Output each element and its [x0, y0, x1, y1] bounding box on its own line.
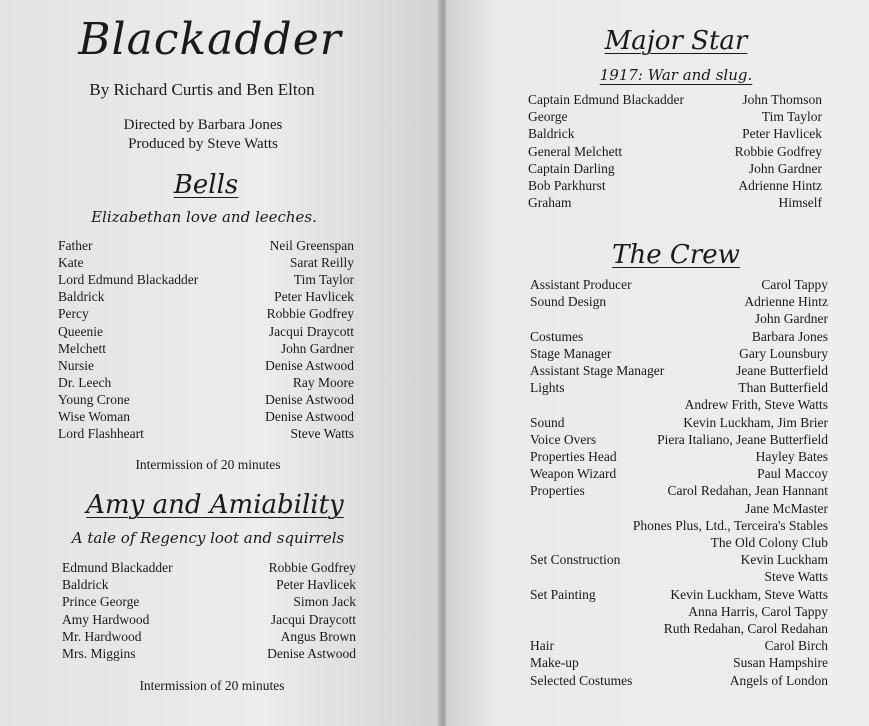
- producer-line: Produced by Steve Watts: [128, 136, 278, 152]
- bells-subtitle: Elizabethan love and leeches.: [91, 208, 317, 226]
- cast-row: [528, 144, 822, 161]
- performer-name: Gary Lounsbury: [739, 345, 828, 361]
- role-name: Nursie: [58, 357, 94, 373]
- cast-row: [530, 501, 828, 518]
- cast-row: [530, 415, 828, 432]
- performer-name: Adrienne Hintz: [744, 294, 828, 310]
- cast-row: [58, 324, 354, 341]
- performer-name: Angus Brown: [280, 628, 356, 644]
- cast-row: [58, 375, 354, 392]
- role-name: Wise Woman: [58, 409, 130, 424]
- cast-row: [530, 638, 828, 655]
- cast-row: [58, 358, 354, 375]
- performer-name: Kevin Luckham: [740, 552, 828, 568]
- cast-row: [530, 518, 828, 535]
- cast-row: [530, 311, 828, 328]
- performer-name: Paul Maccoy: [757, 466, 828, 482]
- performer-name: John Gardner: [748, 160, 822, 176]
- bells-title: Bells: [173, 170, 239, 200]
- role-name: Graham: [528, 195, 572, 211]
- cast-row: [530, 655, 828, 672]
- role-name: Young Crone: [58, 391, 130, 407]
- role-name: Sound: [530, 414, 565, 430]
- cast-row: [530, 535, 828, 552]
- cast-row: [528, 126, 822, 143]
- performer-name: Jacqui Draycott: [268, 323, 354, 339]
- role-name: Baldrick: [62, 577, 109, 593]
- role-name: Properties: [530, 483, 585, 499]
- cast-row: [62, 594, 356, 611]
- role-name: Stage Manager: [530, 345, 612, 361]
- role-name: Percy: [58, 306, 89, 322]
- performer-name: Susan Hampshire: [733, 655, 828, 671]
- performer-name: Simon Jack: [293, 594, 356, 610]
- role-name: Make-up: [530, 655, 579, 671]
- role-name: Kate: [58, 255, 84, 271]
- role-name: Set Painting: [530, 586, 596, 602]
- cast-row: [528, 195, 822, 212]
- performer-name: Jeane Butterfield: [736, 363, 828, 378]
- performer-name: Ruth Redahan, Carol Redahan: [663, 621, 828, 636]
- role-name: Melchett: [58, 340, 106, 356]
- role-name: Edmund Blackadder: [62, 560, 173, 575]
- role-name: Captain Darling: [528, 160, 615, 176]
- performer-name: Neil Greenspan: [269, 238, 354, 253]
- role-name: Baldrick: [528, 126, 575, 142]
- performer-name: John Gardner: [754, 311, 828, 327]
- performer-name: Peter Havlicek: [274, 289, 354, 305]
- cast-row: [58, 238, 354, 255]
- amy-intermission: Intermission of 20 minutes: [139, 678, 285, 693]
- role-name: George: [528, 109, 568, 125]
- performer-name: Jane McMaster: [745, 500, 828, 516]
- performer-name: Peter Havlicek: [742, 126, 822, 142]
- role-name: Queenie: [58, 323, 103, 339]
- performer-name: Adrienne Hintz: [738, 178, 822, 193]
- cast-row: [58, 289, 354, 306]
- cast-row: [530, 673, 828, 690]
- role-name: Costumes: [530, 328, 584, 344]
- cast-row: [58, 272, 354, 289]
- role-name: Selected Costumes: [530, 672, 633, 688]
- role-name: Properties Head: [530, 449, 617, 464]
- cast-row: [62, 612, 356, 629]
- right-page: [446, 0, 869, 726]
- performer-name: Robbie Godfrey: [734, 143, 822, 159]
- cast-row: [530, 346, 828, 363]
- role-name: Set Construction: [530, 552, 621, 568]
- performer-name: Himself: [778, 195, 822, 211]
- cast-row: [528, 109, 822, 126]
- performer-name: Robbie Godfrey: [268, 560, 356, 575]
- performer-name: Phones Plus, Ltd., Terceira's Stables: [632, 517, 828, 533]
- performer-name: Tim Taylor: [761, 109, 822, 125]
- performer-name: Tim Taylor: [293, 272, 354, 288]
- cast-row: [530, 363, 828, 380]
- performer-name: Sarat Reilly: [289, 255, 354, 271]
- cast-row: [530, 294, 828, 311]
- cast-row: [58, 341, 354, 358]
- crew-title: The Crew: [612, 240, 740, 270]
- performer-name: Denise Astwood: [267, 646, 356, 661]
- performer-name: Peter Havlicek: [276, 577, 356, 593]
- cast-row: [530, 587, 828, 604]
- major-star-title: Major Star: [604, 26, 748, 56]
- role-name: Bob Parkhurst: [528, 178, 606, 193]
- cast-row: [62, 646, 356, 663]
- performer-name: John Thomson: [742, 92, 822, 107]
- performer-name: Denise Astwood: [265, 409, 354, 424]
- cast-row: [530, 569, 828, 586]
- amy-title: Amy and Amiability: [86, 490, 344, 520]
- role-name: Hair: [530, 638, 554, 654]
- cast-row: [58, 409, 354, 426]
- cast-row: [530, 552, 828, 569]
- role-name: Assistant Producer: [530, 277, 632, 292]
- cast-row: [58, 306, 354, 323]
- performer-name: Steve Watts: [764, 569, 828, 585]
- role-name: Voice Overs: [530, 431, 597, 447]
- performer-name: Ray Moore: [292, 374, 354, 390]
- role-name: Weapon Wizard: [530, 466, 617, 482]
- performer-name: Barbara Jones: [751, 328, 828, 344]
- performer-name: Denise Astwood: [265, 357, 354, 373]
- role-name: Baldrick: [58, 289, 105, 305]
- role-name: Father: [58, 238, 93, 253]
- performer-name: Carol Redahan, Jean Hannant: [667, 483, 828, 499]
- show-title: Blackadder: [78, 14, 342, 65]
- cast-row: [530, 604, 828, 621]
- performer-name: Than Butterfield: [738, 380, 828, 396]
- cast-row: [62, 629, 356, 646]
- role-name: Lord Edmund Blackadder: [58, 272, 199, 288]
- cast-row: [530, 329, 828, 346]
- role-name: Lord Flashheart: [58, 426, 144, 442]
- cast-row: [58, 392, 354, 409]
- director-line: Directed by Barbara Jones: [123, 117, 283, 133]
- cast-row: [530, 432, 828, 449]
- performer-name: Kevin Luckham, Jim Brier: [683, 414, 828, 430]
- role-name: Assistant Stage Manager: [530, 363, 665, 378]
- cast-row: [530, 397, 828, 414]
- major-star-subtitle: 1917: War and slug.: [599, 66, 753, 84]
- performer-name: Angels of London: [729, 672, 828, 688]
- performer-name: Andrew Frith, Steve Watts: [684, 397, 828, 413]
- cast-row: [530, 277, 828, 294]
- cast-row: [62, 577, 356, 594]
- role-name: Sound Design: [530, 294, 607, 310]
- performer-name: Kevin Luckham, Steve Watts: [670, 586, 828, 602]
- role-name: Mr. Hardwood: [62, 628, 142, 644]
- cast-row: [58, 255, 354, 272]
- performer-name: Jacqui Draycott: [270, 611, 356, 627]
- cast-row: [62, 560, 356, 577]
- performer-name: Piera Italiano, Jeane Butterfield: [657, 431, 828, 447]
- performer-name: Carol Birch: [764, 638, 828, 654]
- role-name: Dr. Leech: [58, 374, 112, 390]
- cast-row: [530, 380, 828, 397]
- cast-row: [528, 161, 822, 178]
- cast-row: [530, 483, 828, 500]
- performer-name: Anna Harris, Carol Tappy: [688, 603, 828, 619]
- performer-name: Steve Watts: [290, 426, 354, 442]
- cast-row: [530, 449, 828, 466]
- role-name: Amy Hardwood: [62, 611, 150, 627]
- cast-row: [58, 426, 354, 443]
- performer-name: The Old Colony Club: [710, 535, 828, 550]
- performer-name: Hayley Bates: [755, 449, 828, 464]
- bells-intermission: Intermission of 20 minutes: [135, 457, 281, 472]
- role-name: Prince George: [62, 594, 140, 610]
- cast-row: [528, 92, 822, 109]
- performer-name: Robbie Godfrey: [266, 306, 354, 322]
- role-name: General Melchett: [528, 143, 623, 159]
- performer-name: Carol Tappy: [761, 277, 828, 292]
- performer-name: Denise Astwood: [265, 391, 354, 407]
- role-name: Lights: [530, 380, 565, 396]
- cast-row: [530, 621, 828, 638]
- role-name: Mrs. Miggins: [62, 646, 136, 661]
- cast-row: [530, 466, 828, 483]
- amy-subtitle: A tale of Regency loot and squirrels: [71, 529, 345, 547]
- performer-name: John Gardner: [280, 340, 354, 356]
- cast-row: [528, 178, 822, 195]
- authors-line: By Richard Curtis and Ben Elton: [89, 80, 315, 99]
- role-name: Captain Edmund Blackadder: [528, 92, 684, 107]
